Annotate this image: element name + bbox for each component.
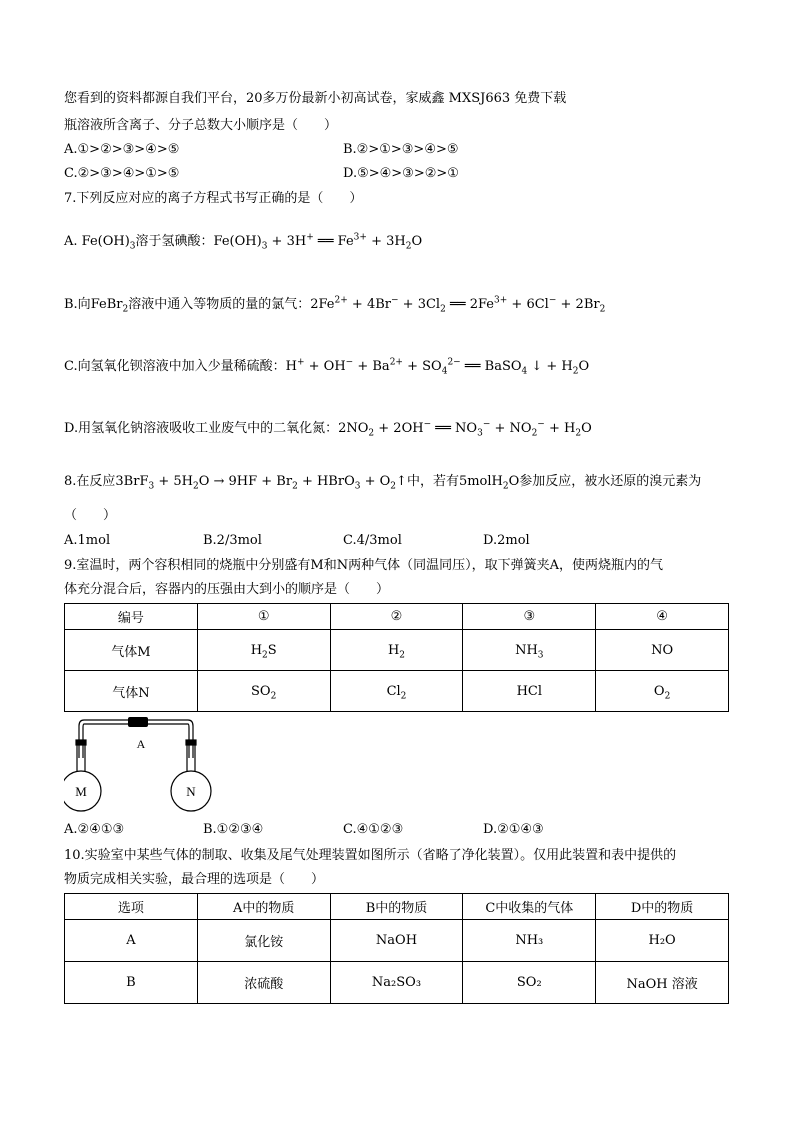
q8-amount: 5molH$_2$O [458, 474, 520, 492]
q7-d-equation: $2NO_2 + 2OH^-$ ══ $NO_3^- + NO_2^- + H_2O$ [338, 419, 592, 439]
q6-stem: 瓶溶液所含离子、分子总数大小顺序是（ ） [64, 118, 338, 133]
q10-stem-line1: 10.实验室中某些气体的制取、收集及尾气处理装置如图所示（省略了净化装置）。仅用此装置和表中提供的 [64, 848, 677, 863]
q6-option-c: C.②>③>④>①>⑤ [64, 166, 180, 181]
q9-stem-line1: 9.室温时，两个容积相同的烧瓶中分别盛有M和N两种气体（同温同压），取下弹簧夹A，使两烧瓶内的气 [64, 558, 663, 573]
q10-cell-a: 氯化铵 [197, 920, 330, 962]
q7-b-equation: $2Fe^{2+} + 4Br^- + 3Cl_2$ ══ $2Fe^{3+} + 6Cl^- + 2Br_2$ [310, 295, 606, 315]
q10-header-cell: D中的物质 [596, 894, 729, 920]
q9-header-cell: ④ [596, 604, 729, 630]
q9-header-cell: ③ [463, 604, 596, 630]
q7-a-label: 溶于氢碘酸： [135, 234, 214, 249]
q9-cell: $Cl_2$ [330, 671, 463, 712]
q9-header-cell: 编号 [65, 604, 198, 630]
q10-row-b [65, 962, 729, 1004]
q8-option-a: A.1mol [64, 533, 111, 548]
q9-cell: HCl [463, 671, 596, 712]
q7-a-equation: $Fe(OH)_3 + 3H^+$ ══ $Fe^{3+} + 3H_2O$ [213, 232, 423, 252]
q7-option-c [64, 358, 589, 376]
clamp-label: A [136, 737, 146, 751]
q10-header-cell: A中的物质 [197, 894, 330, 920]
q7-b-label: B.向 [64, 297, 91, 312]
q8-prefix: 8.在反应 [64, 474, 116, 489]
q9-header-cell: ① [197, 604, 330, 630]
q9-option-c: C.④①②③ [343, 822, 404, 837]
q10-cell-c: NH₃ [463, 920, 596, 962]
q7-a-formula: $Fe(OH)_3$ [81, 234, 136, 252]
q10-table-header [65, 894, 729, 920]
q10-table [64, 893, 729, 1004]
flask-label-m: M [75, 784, 87, 799]
q9-row-label: 气体M [65, 630, 198, 671]
q8-option-d: D.2mol [483, 533, 530, 548]
q7-d-label: D.用氢氧化钠溶液吸收工业废气中的二氧化氮： [64, 421, 339, 436]
q10-header-cell: C中收集的气体 [463, 894, 596, 920]
q9-option-a: A.②④①③ [64, 822, 125, 837]
q7-b-formula: FeBr$_2$ [90, 297, 129, 315]
q8-option-b: B.2/3mol [203, 533, 262, 548]
q9-cell: $H_2$ [330, 630, 463, 671]
q10-cell-d: NaOH 溶液 [596, 962, 729, 1004]
q9-cell: $O_2$ [596, 671, 729, 712]
q9-cell: $NH_3$ [463, 630, 596, 671]
q10-header-cell: B中的物质 [330, 894, 463, 920]
q10-cell-b: Na₂SO₃ [330, 962, 463, 1004]
q9-cell: $SO_2$ [197, 671, 330, 712]
q6-option-b: B.②>①>③>④>⑤ [343, 142, 459, 157]
q10-cell-c: SO₂ [463, 962, 596, 1004]
q10-row-a [65, 920, 729, 962]
flask-apparatus-figure [64, 714, 220, 814]
q10-stem-line2: 物质完成相关实验，最合理的选项是（ ） [64, 872, 325, 887]
q7-b-mid: 溶液中通入等物质的量的氯气： [128, 297, 311, 312]
q10-cell-a: 浓硫酸 [197, 962, 330, 1004]
q9-table [64, 603, 729, 712]
q10-header-cell: 选项 [65, 894, 198, 920]
q9-cell: NO [596, 630, 729, 671]
q7-a-prefix: A. [64, 234, 82, 249]
q9-stem-line2: 体充分混合后，容器内的压强由大到小的顺序是（ ） [64, 582, 390, 597]
q9-option-b: B.①②③④ [203, 822, 264, 837]
q9-cell: $H_2S$ [197, 630, 330, 671]
q8-stem [64, 473, 701, 491]
q10-cell-option: A [65, 920, 198, 962]
q10-cell-b: NaOH [330, 920, 463, 962]
q7-option-d [64, 420, 592, 438]
clamp-icon [128, 717, 148, 727]
q10-cell-d: H₂O [596, 920, 729, 962]
q8-mid: 中，若有 [406, 474, 459, 489]
q10-cell-option: B [65, 962, 198, 1004]
q8-paren: （ ） [64, 508, 117, 523]
q6-option-d: D.⑤>④>③>②>① [343, 166, 459, 181]
q9-table-header [65, 604, 729, 630]
q7-option-a [64, 233, 422, 251]
q7-c-equation: $H^+ + OH^- + Ba^{2+} + SO_4^{2-}$ ══ BaSO$_4$ ↓ + $H_2O$ [285, 357, 590, 377]
q9-row-n [65, 671, 729, 712]
q6-option-a: A.①>②>③>④>⑤ [64, 142, 180, 157]
q8-reaction: $3BrF_3 + 5H_2O \to 9HF + Br_2$ + HBrO$_3$ + $O_2↑$ [115, 474, 407, 492]
q7-option-b [64, 296, 605, 314]
header-note: 您看到的资料都源自我们平台，20多万份最新小初高试卷，家威鑫 MXSJ663 免费下载 [64, 91, 567, 106]
q9-row-label: 气体N [65, 671, 198, 712]
q8-option-c: C.4/3mol [343, 533, 402, 548]
q7-stem: 7.下列反应对应的离子方程式书写正确的是（ ） [64, 191, 363, 206]
q8-suffix: 参加反应，被水还原的溴元素为 [519, 474, 702, 489]
q7-c-label: C.向氢氧化钡溶液中加入少量稀硫酸： [64, 359, 286, 374]
q9-header-cell: ② [330, 604, 463, 630]
q9-row-m [65, 630, 729, 671]
q9-option-d: D.②①④③ [483, 822, 544, 837]
flask-label-n: N [186, 784, 196, 799]
